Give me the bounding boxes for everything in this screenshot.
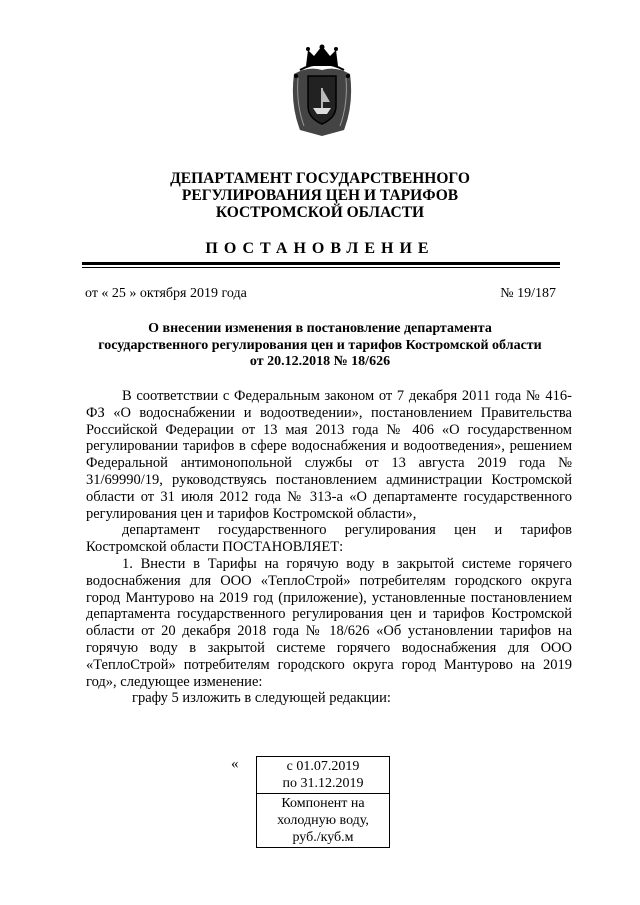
component-cell [257, 794, 390, 848]
header-divider-thick [82, 262, 560, 265]
document-date: от « 25 » октября 2019 года [85, 286, 247, 301]
table-row [257, 794, 390, 848]
open-quote-mark: « [231, 756, 239, 772]
document-number: № 19/187 [500, 286, 556, 301]
component-line: Компонент на [281, 796, 365, 811]
subject-line: государственного регулирования цен и тарифов Костромской области [98, 337, 542, 353]
period-cell [257, 757, 390, 794]
subject-line: О внесении изменения в постановление департамента [148, 321, 492, 336]
body-paragraph-legal-basis: В соответствии с Федеральным законом от 7 декабря 2011 года № 416-ФЗ «О водоснабжении и водоотведении», постановлением Правительства Российской Федерации от 13 мая 2013 года № 406 «О государственном регулировании тарифов в сфере водоснабжения и водоотведения», решением Федеральной антимонопольной службы от 13 августа 2019 года № 31/69990/19, руководствуясь постановлением администрации Костромской области от 31 июля 2012 года № 313-а «О департаменте государственного регулирования цен и тарифов Костромской области», [86, 388, 572, 522]
body-paragraph-item-1: 1. Внести в Тарифы на горячую воду в закрытой системе горячего водоснабжения для ООО «ТеплоСтрой» потребителям городского округа город Мантурово на 2019 год (приложение), установленные постановлением департамента государственного регулирования цен и тарифов Костромской области от 20 декабря 2018 года № 18/626 «Об установлении тарифов на горячую воду в закрытой системе горячего водоснабжения для ООО «ТеплоСтрой» потребителям городского округа город Мантурово на 2019 год», следующее изменение: [86, 555, 572, 690]
component-line: холодную воду, [277, 813, 369, 828]
table-row [257, 757, 390, 794]
period-end: по 31.12.2019 [282, 776, 364, 791]
header-divider-thin [82, 267, 560, 268]
department-name [80, 170, 560, 221]
department-line: КОСТРОМСКОЙ ОБЛАСТИ [215, 204, 425, 221]
tariff-column-table [256, 756, 390, 848]
document-body [86, 388, 572, 707]
coat-of-arms-icon [286, 44, 358, 138]
document-type-title: ПОСТАНОВЛЕНИЕ [205, 240, 435, 257]
department-line: РЕГУЛИРОВАНИЯ ЦЕН И ТАРИФОВ [181, 187, 459, 204]
subject-line: от 20.12.2018 № 18/626 [249, 354, 391, 369]
period-start: с 01.07.2019 [286, 759, 360, 774]
department-line: ДЕПАРТАМЕНТ ГОСУДАРСТВЕННОГО [170, 170, 470, 187]
component-line: руб./куб.м [292, 830, 354, 845]
document-subject [80, 321, 560, 371]
body-paragraph-resolves: департамент государственного регулирования цен и тарифов Костромской области ПОСТАНОВЛЯЕТ: [86, 522, 572, 556]
body-paragraph-column-5: графу 5 изложить в следующей редакции: [132, 690, 391, 707]
